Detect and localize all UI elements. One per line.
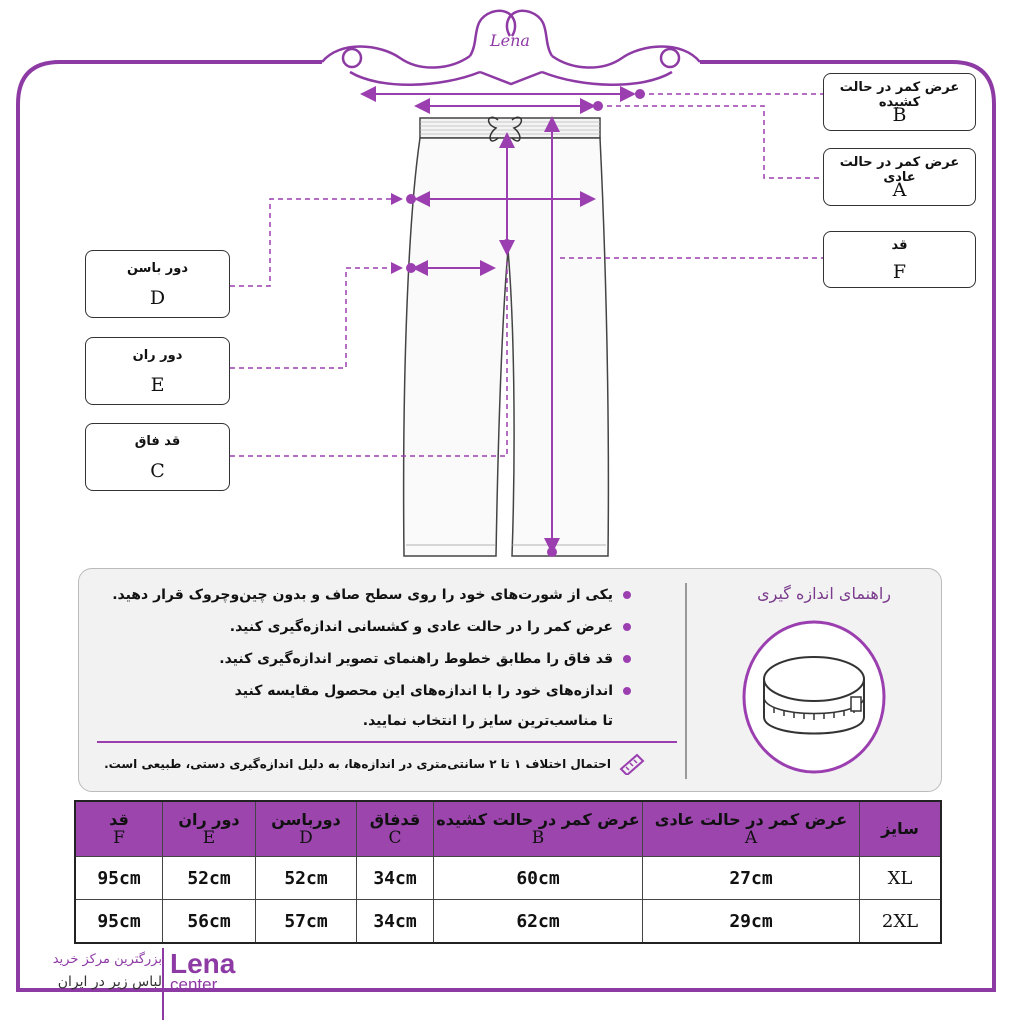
label-box-e bbox=[85, 337, 230, 405]
logo-sub: center bbox=[170, 975, 218, 994]
guide-bullet-2: عرض کمر را در حالت عادی و کشسانی اندازه‌گیری کنید. bbox=[230, 619, 631, 635]
header-cell: قد F bbox=[75, 801, 163, 857]
logo-divider bbox=[162, 948, 164, 1020]
label-c-title: قد فاق bbox=[134, 434, 181, 449]
tape-measure-icon bbox=[739, 617, 889, 777]
emblem-text: Lena bbox=[490, 31, 530, 50]
size-table bbox=[74, 800, 942, 944]
label-d-title: دور باسن bbox=[126, 261, 188, 276]
label-b-title: عرض کمر در حالت کشیده bbox=[839, 80, 960, 110]
guide-bullet-4-cont: تا مناسب‌ترین سایز را انتخاب نمایید. bbox=[362, 713, 613, 729]
header-cell: عرض کمر در حالت کشیده B bbox=[434, 801, 643, 857]
table-cell: 95cm bbox=[75, 900, 163, 944]
label-box-c bbox=[85, 423, 230, 491]
table-cell: 29cm bbox=[643, 900, 860, 944]
label-b-letter: B bbox=[892, 104, 907, 126]
label-c-letter: C bbox=[150, 460, 165, 482]
header-cell: عرض کمر در حالت عادی A bbox=[643, 801, 860, 857]
logo-tagline-1: بزرگترین مرکز خرید bbox=[52, 952, 162, 967]
label-box-b bbox=[823, 73, 976, 131]
guide-divider bbox=[685, 583, 687, 779]
guide-note: احتمال اختلاف ۱ تا ۲ سانتی‌متری در اندازه‌ها، به دلیل اندازه‌گیری دستی، طبیعی است. bbox=[104, 757, 611, 771]
table-row bbox=[75, 857, 941, 900]
header-cell: دور ران E bbox=[163, 801, 256, 857]
guide-note-divider bbox=[97, 741, 677, 743]
label-f-letter: F bbox=[892, 261, 907, 283]
table-cell-size: XL bbox=[860, 857, 942, 900]
label-e-title: دور ران bbox=[132, 348, 183, 363]
table-cell-size: 2XL bbox=[860, 900, 942, 944]
label-f-title: قد bbox=[891, 238, 908, 253]
guide-bullet-3: قد فاق را مطابق خطوط راهنمای تصویر اندازه‌گیری کنید. bbox=[219, 651, 631, 667]
label-box-a bbox=[823, 148, 976, 206]
table-cell: 60cm bbox=[434, 857, 643, 900]
header-cell-size: سایز bbox=[860, 801, 942, 857]
table-cell: 95cm bbox=[75, 857, 163, 900]
ruler-icon bbox=[619, 753, 645, 775]
table-cell: 52cm bbox=[163, 857, 256, 900]
header-cell: دورباسن D bbox=[256, 801, 357, 857]
guide-bullet-4: اندازه‌های خود را با اندازه‌های این محصول مقایسه کنید bbox=[235, 683, 631, 699]
table-cell: 27cm bbox=[643, 857, 860, 900]
label-a-title: عرض کمر در حالت عادی bbox=[839, 155, 960, 185]
logo-tagline-2: لباس زیر در ایران bbox=[57, 974, 162, 990]
table-row bbox=[75, 900, 941, 944]
label-a-letter: A bbox=[892, 179, 907, 201]
header-cell: قدفاق C bbox=[357, 801, 434, 857]
table-cell: 56cm bbox=[163, 900, 256, 944]
table-cell: 34cm bbox=[357, 857, 434, 900]
label-d-letter: D bbox=[149, 287, 166, 309]
label-box-d bbox=[85, 250, 230, 318]
guide-bullet-1: یکی از شورت‌های خود را روی سطح صاف و بدون چین‌وچروک قرار دهید. bbox=[112, 587, 631, 603]
table-cell: 34cm bbox=[357, 900, 434, 944]
label-e-letter: E bbox=[150, 374, 165, 396]
table-cell: 57cm bbox=[256, 900, 357, 944]
logo-name: Lena bbox=[170, 948, 236, 979]
guide-title: راهنمای اندازه گیری bbox=[757, 584, 891, 603]
size-table-header bbox=[75, 801, 941, 857]
table-cell: 62cm bbox=[434, 900, 643, 944]
measurement-guide-panel bbox=[78, 568, 942, 792]
label-box-f bbox=[823, 231, 976, 288]
table-cell: 52cm bbox=[256, 857, 357, 900]
